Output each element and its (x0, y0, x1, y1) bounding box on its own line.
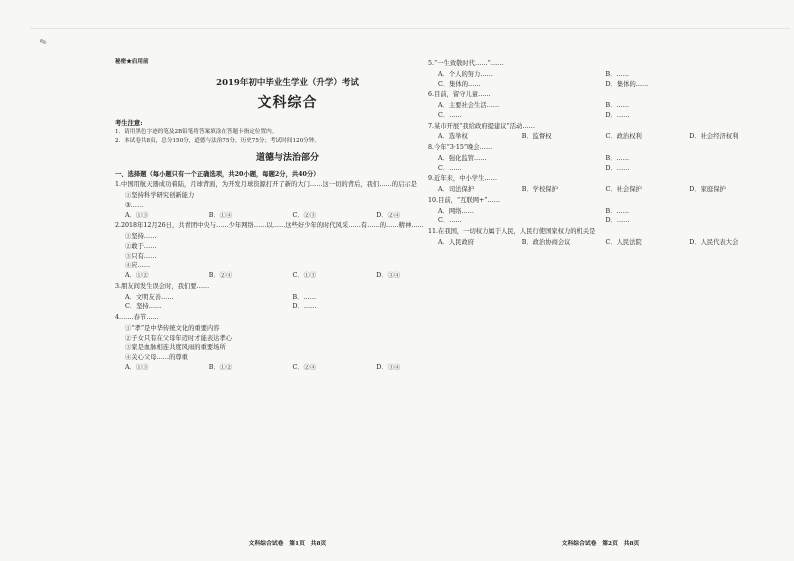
exam-title: 2019年初中毕业生学业（升学）考试 (216, 77, 359, 88)
question: 1.中国用航天器成功着陆，月球背面，为开发月球资源打开了新的大门……这一切的背后，我们……的启示是 (115, 181, 417, 189)
corner-scribble: ✎ (38, 37, 50, 49)
question: 7.某市开展“我给政府提建议”活动…… (428, 122, 535, 130)
page-1: 秘密★启用前 2019年初中毕业生学业（升学）考试 文科综合 考生注意: 1．请用黑色字迹的笔及2B铅笔将答案填涂在答题卡指定位置内。 2．本试卷共8页，总分150分，道德与法治75分，历史75分；考试时间120分钟。 道德与法治部分 一、选择题（每小题只有一个正确选项，共20小题，每题2分，共40分） 1.中国用航天器成功着陆，月球背面，为开发月球资源打开了新的大门……这一切的背后，我们……的启示是 ①坚持科学研究创新能力 ③…… A．①③ B．①④ C．②③ D．②④ 2.2018年12月26日，共青团中央与……少年网络……以……这些好少年的时代风采……有……的……精神…… ①坚持…… ②敢于…… ③只有…… ④应…… A．①② B．②④ C．①③ D．③④ 3.朋友间发生误会时，我们要…… A．文明友善…… B．…… C．坚持…… D．…… 4.……春节…… ①“孝”是中华传统文化的重要内容 ②子女只有在父母年迈时才能表达孝心 ③家是血脉相连共度风雨的重要场所 ④关心父母……的尊重 A．①③ B．①② C．②④ D．③④ 文科综合试卷 第1页 共8页 (115, 58, 460, 538)
notes-title: 考生注意: (115, 119, 143, 127)
footer-page-2: 文科综合试卷 第2页 共8页 (561, 541, 640, 547)
scan-edge-line (30, 28, 790, 29)
question: 6.目前，留守儿童…… (428, 91, 491, 99)
part-one-heading: 一、选择题（每小题只有一个正确选项，共20小题，每题2分，共40分） (115, 170, 320, 178)
question: 10.目前，“互联网+”…… (428, 196, 501, 204)
page-2: 5.“一生致敬时代……”…… A．个人的努力…… B．…… C．集体的…… D．集体的…… 6.目前，留守儿童…… A．主要社会生活…… B．…… C．…… D．…… 7.某市开展“我给政府提建议”活动…… A．选举权 B．监督权 C．政治权利 D．社会经济权利 8.今年“3·15”晚会…… A．强化监管…… B．…… C．…… D．…… 9.近年来，中小学生…… A．司法保护 B．学校保护 C．社会保护 D．家庭保护 10.目前，“互联网+”…… A．网络…… B．…… C．…… D．…… 11.在我国，一切权力属于人民，人民行使国家权力的机关是 A．人民政府 B．政治协商会议 C．人民法院 D．人民代表大会 文科综合试卷 第2页 共8页 (428, 58, 773, 538)
question: 8.今年“3·15”晚会…… (428, 144, 493, 151)
note-item: 2．本试卷共8页，总分150分，道德与法治75分，历史75分；考试时间120分钟。 (115, 137, 320, 144)
note-item: 1．请用黑色字迹的笔及2B铅笔将答案填涂在答题卡指定位置内。 (115, 129, 278, 136)
question: 4.……春节…… (115, 314, 159, 322)
question: 9.近年来，中小学生…… (428, 175, 497, 183)
subject-title: 文科综合 (257, 94, 318, 111)
secret-label: 秘密★启用前 (115, 59, 149, 65)
question: 11.在我国，一切权力属于人民，人民行使国家权力的机关是 (428, 228, 596, 235)
question: 5.“一生致敬时代……”…… (428, 60, 504, 67)
question: 3.朋友间发生误会时，我们要…… (115, 282, 210, 290)
section-title: 道德与法治部分 (255, 152, 319, 163)
footer-page-1: 文科综合试卷 第1页 共8页 (248, 541, 327, 547)
question: 2.2018年12月26日，共青团中央与……少年网络……以……这些好少年的时代风采……有……的……精神…… (115, 222, 424, 230)
